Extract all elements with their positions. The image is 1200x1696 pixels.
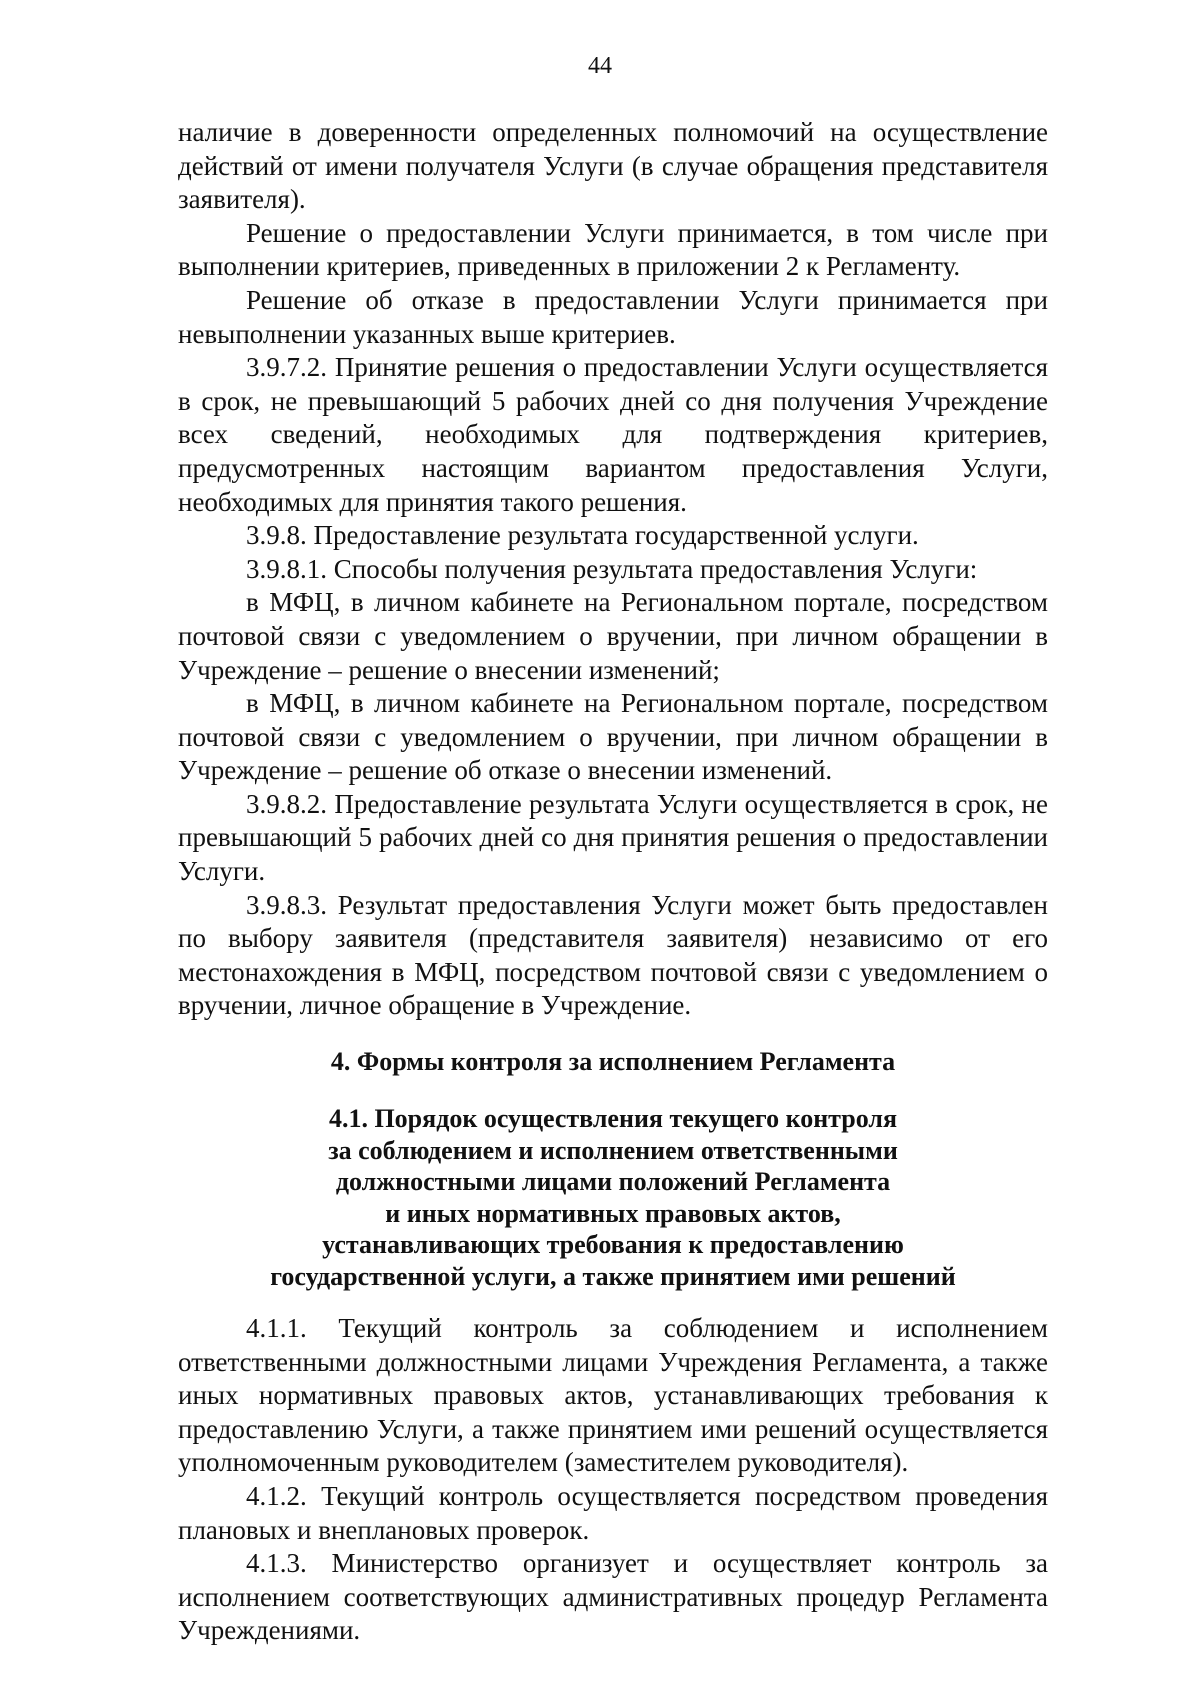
page-number: 44	[588, 53, 612, 79]
subsection-heading-line: и иных нормативных правовых актов,	[385, 1198, 841, 1228]
subsection-heading	[178, 1103, 1048, 1292]
subsection-heading-line: за соблюдением и исполнением ответственными	[328, 1135, 898, 1165]
section-heading: 4. Формы контроля за исполнением Регламента	[330, 1047, 896, 1077]
subsection-heading-line: должностными лицами положений Регламента	[335, 1167, 891, 1197]
paragraph-3-9-8-1: 3.9.8.1. Способы получения результата предоставления Услуги:	[246, 553, 978, 584]
paragraph-3-9-8-3: 3.9.8.3. Результат предоставления Услуги может быть предоставлен по выбору заявителя (представителя заявителя) независимо от его местонахождения в МФЦ, посредством почтовой связи с уведомлением о вручении, личное обращение в Учреждение.	[178, 889, 1048, 1021]
paragraph-4-1-3: 4.1.3. Министерство организует и осуществляет контроль за исполнением соответствующих административных процедур Регламента Учреждениями.	[178, 1548, 1048, 1646]
document-body	[178, 116, 1048, 1648]
paragraph-4-1-1: 4.1.1. Текущий контроль за соблюдением и исполнением ответственными должностными лицами Учреждения Регламента, а также иных нормативных правовых актов, устанавливающих требования к предоставлению Услуги, а также принятием ими решений осуществляется уполномоченным руководителем (заместителем руководителя).	[178, 1313, 1048, 1478]
paragraph-method-refusal: в МФЦ, в личном кабинете на Региональном портале, посредством почтовой связи с уведомлением о вручении, при личном обращении в Учреждение – решение об отказе о внесении изменений.	[178, 688, 1048, 786]
paragraph-4-1-2: 4.1.2. Текущий контроль осуществляется посредством проведения плановых и внеплановых проверок.	[178, 1481, 1048, 1545]
paragraph-decision-refusal: Решение об отказе в предоставлении Услуги принимается при невыполнении указанных выше критериев.	[178, 284, 1048, 349]
paragraph-3-9-8-2: 3.9.8.2. Предоставление результата Услуги осуществляется в срок, не превышающий 5 рабочих дней со дня принятия решения о предоставлении Услуги.	[178, 788, 1048, 887]
subsection-heading-line: 4.1. Порядок осуществления текущего контроля	[328, 1104, 898, 1134]
subsection-heading-line: государственной услуги, а также принятием ими решений	[270, 1261, 956, 1291]
subsection-heading-line: устанавливающих требования к предоставлению	[322, 1230, 904, 1260]
paragraph-3-9-7-2: 3.9.7.2. Принятие решения о предоставлении Услуги осуществляется в срок, не превышающий 5 рабочих дней со дня получения Учреждение всех сведений, необходимых для подтверждения критериев, предусмотренных настоящим вариантом предоставления Услуги, необходимых для принятия такого решения.	[178, 352, 1048, 517]
paragraph-decision-grant: Решение о предоставлении Услуги принимается, в том числе при выполнении критериев, приведенных в приложении 2 к Регламенту.	[178, 217, 1048, 282]
paragraph-power-of-attorney: наличие в доверенности определенных полномочий на осуществление действий от имени получателя Услуги (в случае обращения представителя заявителя).	[178, 117, 1048, 215]
paragraph-method-changes: в МФЦ, в личном кабинете на Региональном портале, посредством почтовой связи с уведомлением о вручении, при личном обращении в Учреждение – решение о внесении изменений;	[178, 587, 1048, 685]
paragraph-3-9-8: 3.9.8. Предоставление результата государственной услуги.	[246, 520, 919, 551]
